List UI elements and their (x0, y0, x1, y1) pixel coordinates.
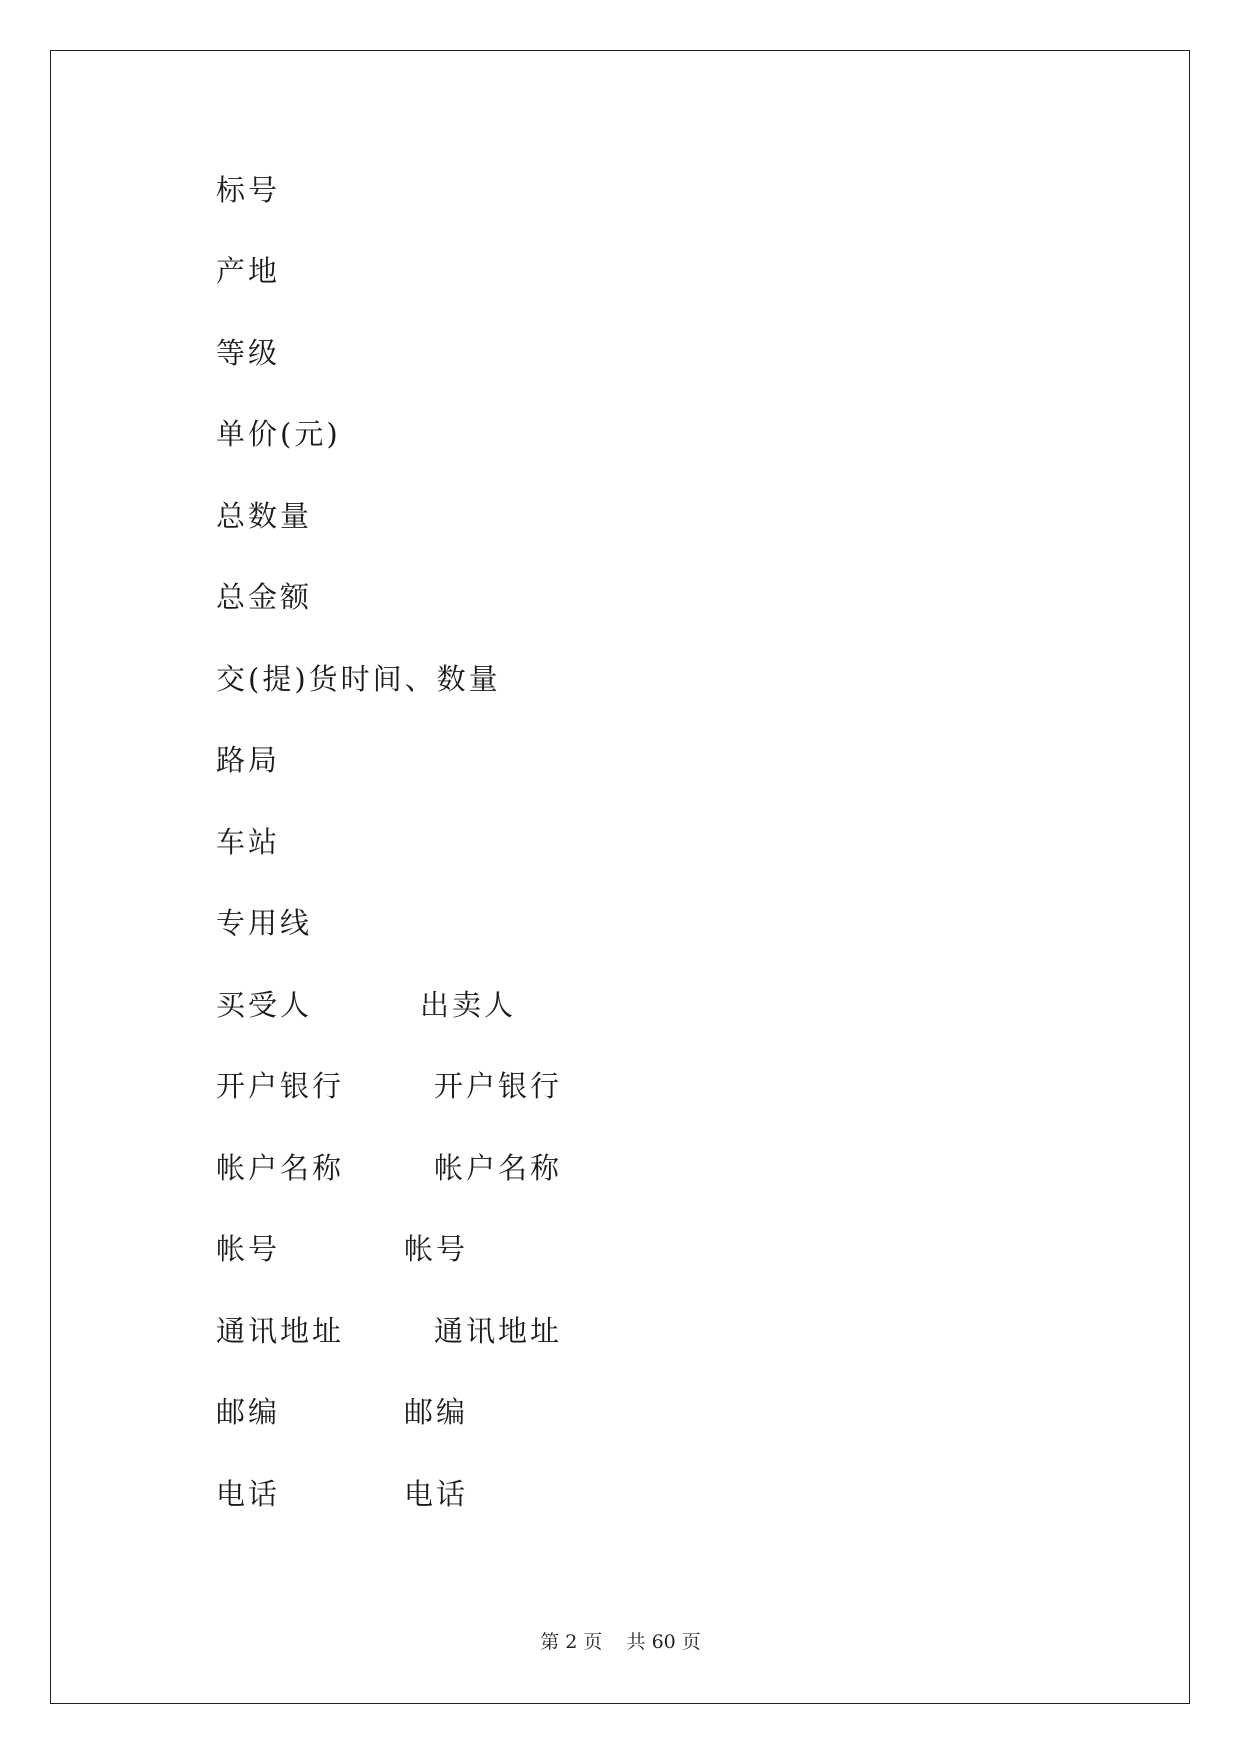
party-row-phone (216, 1474, 469, 1514)
label-zongshuliang: 总数量 (216, 499, 313, 533)
party-row-account-name (216, 1148, 563, 1188)
label-chandi: 产地 (216, 254, 281, 288)
seller-account-number-label: 帐号 (404, 1232, 469, 1266)
seller-bank-label: 开户银行 (434, 1069, 563, 1103)
label-dengji: 等级 (216, 336, 281, 370)
buyer-address-label: 通讯地址 (216, 1314, 345, 1348)
seller-address-label: 通讯地址 (434, 1314, 563, 1348)
page-number-footer: 第 2 页 共 60 页 (540, 1631, 701, 1653)
seller-label: 出卖人 (420, 988, 517, 1022)
buyer-account-name-label: 帐户名称 (216, 1151, 345, 1185)
buyer-bank-label: 开户银行 (216, 1069, 345, 1103)
label-biaohao: 标号 (216, 173, 281, 207)
page-border (50, 50, 1190, 1704)
party-row-address (216, 1311, 563, 1351)
party-row-name (216, 985, 517, 1025)
seller-phone-label: 电话 (404, 1477, 469, 1511)
label-danjia: 单价(元) (216, 417, 341, 451)
buyer-label: 买受人 (216, 988, 313, 1022)
buyer-postcode-label: 邮编 (216, 1395, 281, 1429)
label-zongjine: 总金额 (216, 580, 313, 614)
label-jiaohuo-shijian: 交(提)货时间、数量 (216, 662, 501, 696)
party-row-postcode (216, 1392, 469, 1432)
buyer-account-number-label: 帐号 (216, 1232, 281, 1266)
party-row-account-number (216, 1229, 469, 1269)
seller-postcode-label: 邮编 (404, 1395, 469, 1429)
buyer-phone-label: 电话 (216, 1477, 281, 1511)
label-zhuanyongxian: 专用线 (216, 906, 313, 940)
seller-account-name-label: 帐户名称 (434, 1151, 563, 1185)
label-chezhan: 车站 (216, 825, 281, 859)
label-luju: 路局 (216, 743, 281, 777)
party-row-bank (216, 1066, 563, 1106)
